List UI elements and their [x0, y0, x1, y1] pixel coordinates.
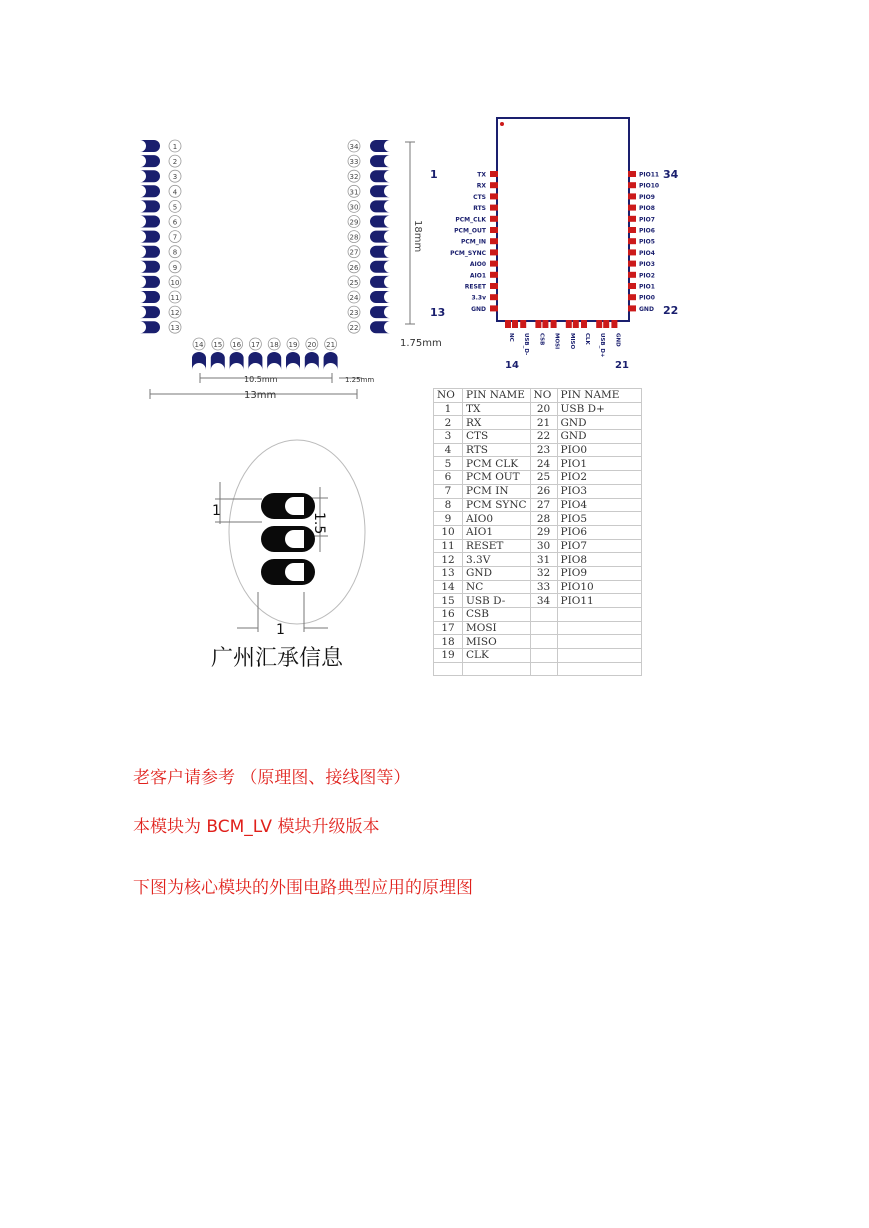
pin-name: PIO5	[557, 512, 641, 526]
table-row	[434, 457, 642, 471]
module-pin	[603, 320, 609, 328]
module-pin-label: PIO2	[639, 272, 655, 280]
pin-number: 4	[434, 443, 463, 457]
pin-name: PIO3	[557, 484, 641, 498]
module-pin-label: GND	[614, 333, 621, 347]
pad-shape	[261, 526, 315, 552]
module-pin	[551, 320, 557, 328]
footprint-pad	[370, 216, 390, 228]
pin-name: GND	[557, 416, 641, 430]
pad-shape	[261, 559, 315, 585]
pin-number	[530, 621, 557, 635]
table-row-empty	[434, 662, 642, 676]
pin-name: CSB	[463, 608, 531, 622]
module-pin	[490, 205, 498, 211]
module-pin	[542, 320, 548, 328]
footprint-pad	[370, 200, 390, 212]
module-pin-label: MOSI	[553, 333, 560, 350]
module-pin-label: USB_D+	[599, 333, 606, 358]
module-pin	[490, 227, 498, 233]
table-row	[434, 430, 642, 444]
pin-number: 21	[530, 416, 557, 430]
pin-name: PCM CLK	[463, 457, 531, 471]
pin-number: 29	[530, 525, 557, 539]
pin-name: MOSI	[463, 621, 531, 635]
table-row	[434, 498, 642, 512]
footprint-pad	[140, 246, 160, 258]
pin-number: 10	[170, 278, 180, 287]
table-row	[434, 621, 642, 635]
pin-number: 27	[530, 498, 557, 512]
pin-number: 15	[213, 341, 223, 349]
footprint-pad	[370, 291, 390, 303]
module-pin	[581, 320, 587, 328]
module-pin-label: CTS	[473, 193, 486, 201]
company-caption: 广州汇承信息	[211, 646, 344, 671]
pin-number	[530, 635, 557, 649]
table-row	[434, 649, 642, 663]
pin-number: 13	[434, 566, 463, 580]
pin-number: 23	[349, 309, 359, 318]
pin-number: 2	[172, 158, 178, 167]
empty-cell	[557, 662, 641, 676]
pin-number: 4	[172, 188, 178, 197]
pin-number: 23	[530, 443, 557, 457]
pin-number: 20	[307, 341, 317, 349]
pin-number: 17	[434, 621, 463, 635]
module-pin-label: PIO0	[639, 294, 655, 302]
pin-number: 15	[434, 594, 463, 608]
module-pin-label: PIO6	[639, 227, 655, 235]
module-label-pin22: 22	[663, 304, 679, 317]
footprint-pad	[140, 291, 160, 303]
pin-number: 8	[434, 498, 463, 512]
footprint-pad	[370, 321, 390, 333]
pin-name: CTS	[463, 430, 531, 444]
module-pin-label: GND	[471, 305, 486, 313]
footprint-pad	[140, 231, 160, 243]
pin-number: 10	[434, 525, 463, 539]
module-label-pin34: 34	[663, 168, 679, 181]
pin-number: 28	[530, 512, 557, 526]
module-pin	[490, 294, 498, 300]
module-pin	[628, 272, 636, 278]
pin-number: 25	[530, 471, 557, 485]
module-pin	[628, 205, 636, 211]
pin-table	[433, 388, 642, 676]
footprint-pad	[370, 246, 390, 258]
pin-number: 14	[194, 341, 204, 349]
module-pin-label: AIO1	[469, 272, 486, 280]
pin-name: TX	[463, 402, 531, 416]
module-pin-label: AIO0	[469, 261, 486, 269]
dim-pitch-label: 1.75mm	[400, 338, 442, 349]
pin-name: PIO0	[557, 443, 641, 457]
footprint-pad	[140, 216, 160, 228]
note-old-customers: 老客户请参考 （原理图、接线图等）	[133, 768, 411, 788]
note-schematic-intro: 下图为核心模块的外围电路典型应用的原理图	[133, 878, 473, 898]
module-pin-label: PIO9	[639, 193, 655, 201]
pin-number: 30	[349, 203, 359, 212]
module-pin	[628, 261, 636, 267]
pin-number: 24	[349, 294, 359, 302]
footprint-pad	[140, 261, 160, 273]
pin-name: PIO2	[557, 471, 641, 485]
pin-table-body	[434, 402, 642, 676]
pin-number: 6	[434, 471, 463, 485]
module-pin-label: PCM_IN	[460, 238, 486, 246]
module-pin-label: PIO7	[639, 216, 655, 224]
module-pin-label: PCM_SYNC	[450, 249, 486, 257]
pin-number	[530, 608, 557, 622]
pin-number: 8	[172, 248, 178, 257]
pin-name	[557, 608, 641, 622]
pin-number: 33	[349, 158, 359, 167]
module-pin	[628, 283, 636, 289]
table-row	[434, 608, 642, 622]
footprint-pad	[140, 306, 160, 318]
pin-number: 22	[530, 430, 557, 444]
table-row	[434, 580, 642, 594]
pin1-marker	[500, 122, 504, 126]
note-upgrade-suffix: 模块升级版本	[272, 817, 380, 837]
pin-number: 21	[326, 341, 336, 349]
module-pin-label: RX	[476, 182, 486, 190]
pin-number: 12	[434, 553, 463, 567]
dim-width-label: 13mm	[244, 390, 277, 401]
footprint-pad	[370, 306, 390, 318]
pin-number: 3	[172, 173, 178, 182]
pin-number: 26	[349, 263, 359, 272]
pin-name: RX	[463, 416, 531, 430]
module-pin	[490, 283, 498, 289]
pin-name: PIO4	[557, 498, 641, 512]
footprint-pad	[192, 352, 206, 370]
pin-number: 12	[170, 309, 180, 318]
module-pin-label: PIO4	[639, 249, 655, 257]
pin-number: 9	[172, 263, 178, 272]
pad-shape	[261, 493, 315, 519]
footprint-pad	[140, 276, 160, 288]
module-pin	[573, 320, 579, 328]
pin-number: 25	[349, 278, 359, 287]
pin-name: PCM IN	[463, 484, 531, 498]
note-upgrade-model: BCM_LV	[206, 817, 273, 837]
module-pin-label: 3.3v	[471, 294, 486, 302]
pin-number: 20	[530, 402, 557, 416]
pin-number: 29	[349, 218, 359, 227]
module-label-pin14: 14	[505, 360, 519, 371]
table-row	[434, 443, 642, 457]
pin-number: 18	[434, 635, 463, 649]
module-pin	[628, 193, 636, 199]
pin-number: 5	[172, 203, 178, 212]
footprint-pad	[140, 185, 160, 197]
pin-name: USB D+	[557, 402, 641, 416]
footprint-pad	[370, 276, 390, 288]
pad-dim-pitch-label: 1.5	[311, 512, 327, 535]
module-pin-label: RTS	[473, 205, 486, 213]
module-label-pin1: 1	[430, 168, 438, 181]
footprint-pad	[230, 352, 244, 370]
empty-cell	[463, 662, 531, 676]
footprint-pad	[286, 352, 300, 370]
pin-number: 16	[232, 341, 242, 349]
pin-name: PIO10	[557, 580, 641, 594]
pin-number: 11	[434, 539, 463, 553]
pin-name: PIO1	[557, 457, 641, 471]
pin-name: GND	[557, 430, 641, 444]
pin-number: 6	[172, 218, 178, 227]
module-pin-label: CLK	[584, 333, 590, 345]
module-pin-label: PIO10	[639, 182, 660, 190]
pin-number: 11	[170, 294, 180, 302]
pin-number: 9	[434, 512, 463, 526]
pin-number: 24	[530, 457, 557, 471]
module-pin	[628, 294, 636, 300]
module-pin	[490, 193, 498, 199]
footprint-pad	[140, 140, 160, 152]
pin-name: NC	[463, 580, 531, 594]
pin-number: 16	[434, 608, 463, 622]
table-row	[434, 416, 642, 430]
table-row	[434, 512, 642, 526]
module-pin	[596, 320, 602, 328]
module-pin-label: RESET	[464, 283, 486, 291]
module-pin-label: NC	[508, 333, 514, 342]
pin-number: 33	[530, 580, 557, 594]
dim-height-label: 18mm	[412, 220, 423, 253]
module-pin	[611, 320, 617, 328]
module-pin	[490, 182, 498, 188]
module-pin	[490, 238, 498, 244]
pad-dim-horizontal-label: 1	[276, 622, 285, 638]
module-pin	[490, 171, 498, 177]
pin-number: 28	[349, 233, 359, 242]
module-pin-label: PIO8	[639, 205, 655, 213]
pin-name: AIO1	[463, 525, 531, 539]
pin-number: 27	[349, 248, 359, 257]
pin-number: 5	[434, 457, 463, 471]
empty-cell	[434, 662, 463, 676]
table-row	[434, 484, 642, 498]
footprint-pad	[211, 352, 225, 370]
pin-number: 18	[269, 341, 279, 349]
pin-number: 17	[250, 341, 260, 349]
table-row	[434, 539, 642, 553]
footprint-pad	[140, 155, 160, 167]
pin-name: AIO0	[463, 512, 531, 526]
module-pin	[490, 216, 498, 222]
pin-number: 31	[349, 188, 359, 197]
footprint-pad	[370, 170, 390, 182]
pin-number: 7	[434, 484, 463, 498]
module-pin-label: GND	[639, 305, 654, 313]
module-pin	[566, 320, 572, 328]
pad-detail-pads	[261, 493, 315, 585]
pin-number: 32	[349, 173, 359, 182]
module-pin	[505, 320, 511, 328]
pin-name: PIO8	[557, 553, 641, 567]
pin-number: 7	[172, 233, 178, 242]
pin-number	[530, 649, 557, 663]
module-pin-label: PIO3	[639, 261, 655, 269]
dim-bottom-inner-label: 10.5mm	[244, 375, 278, 384]
pin-name: PIO9	[557, 566, 641, 580]
table-row	[434, 471, 642, 485]
pin-number: 13	[170, 324, 180, 333]
pin-number: 19	[434, 649, 463, 663]
module-pin	[628, 249, 636, 255]
pin-name: PIO7	[557, 539, 641, 553]
dim-bottom-edge-label: 1.25mm	[345, 376, 375, 384]
footprint-pad	[370, 155, 390, 167]
pad-dim-vertical-label: 1	[212, 503, 221, 519]
pin-name	[557, 635, 641, 649]
module-pin	[628, 216, 636, 222]
module-pin	[535, 320, 541, 328]
module-pin	[490, 249, 498, 255]
module-pin	[520, 320, 526, 328]
pin-number: 30	[530, 539, 557, 553]
module-pin-label: PIO11	[639, 171, 660, 179]
footprint-pad	[140, 170, 160, 182]
pin-number: 22	[349, 324, 359, 333]
pin-name: PCM OUT	[463, 471, 531, 485]
footprint-pad	[267, 352, 281, 370]
pin-number: 1	[172, 143, 178, 151]
module-pin-label: USB_D-	[523, 333, 530, 356]
module-pin	[628, 227, 636, 233]
header-pin-name: PIN NAME	[557, 389, 641, 403]
note-upgrade-prefix: 本模块为	[133, 817, 207, 837]
table-row	[434, 402, 642, 416]
module-pin-label: PCM_CLK	[455, 216, 486, 224]
pin-number: 31	[530, 553, 557, 567]
module-pin-label: PIO1	[639, 283, 655, 291]
module-pin-label: CSB	[538, 333, 545, 346]
pin-name: PIO11	[557, 594, 641, 608]
pin-number: 34	[349, 143, 359, 151]
footprint-pad	[324, 352, 338, 370]
footprint-pad	[140, 200, 160, 212]
footprint-pad	[140, 321, 160, 333]
footprint-pad	[305, 352, 319, 370]
table-row	[434, 594, 642, 608]
pin-number: 34	[530, 594, 557, 608]
pin-table-header	[434, 389, 642, 403]
module-pin-label: PCM_OUT	[454, 227, 486, 235]
header-pin-name: PIN NAME	[463, 389, 531, 403]
pin-name: MISO	[463, 635, 531, 649]
pin-name: USB D-	[463, 594, 531, 608]
module-label-pin21: 21	[615, 360, 629, 371]
pin-name: PCM SYNC	[463, 498, 531, 512]
footprint-pad	[370, 140, 390, 152]
pin-name	[557, 649, 641, 663]
module-pin	[628, 238, 636, 244]
pin-number: 14	[434, 580, 463, 594]
module-pin	[512, 320, 518, 328]
footprint-pad	[370, 185, 390, 197]
module-pin	[490, 272, 498, 278]
header-no: NO	[434, 389, 463, 403]
pin-name: 3.3V	[463, 553, 531, 567]
table-row	[434, 635, 642, 649]
note-upgrade	[133, 812, 379, 837]
pin-number: 1	[434, 402, 463, 416]
module-pin-label: PIO5	[639, 238, 655, 246]
pin-number: 19	[288, 341, 298, 349]
footprint-pad	[370, 261, 390, 273]
pin-name: GND	[463, 566, 531, 580]
module-pin	[490, 261, 498, 267]
pin-name: CLK	[463, 649, 531, 663]
module-pin	[628, 182, 636, 188]
footprint-pad	[370, 231, 390, 243]
table-row	[434, 525, 642, 539]
pad-detail-ellipse	[229, 440, 365, 624]
pin-number: 3	[434, 430, 463, 444]
pin-name: RESET	[463, 539, 531, 553]
module-label-pin13: 13	[430, 306, 446, 319]
module-pin	[490, 305, 498, 311]
module-outline	[497, 118, 629, 321]
module-pin	[628, 171, 636, 177]
footprint-pad	[248, 352, 262, 370]
module-pin-label: TX	[477, 171, 486, 179]
generated-pins	[140, 140, 659, 370]
pin-number: 32	[530, 566, 557, 580]
pin-number: 26	[530, 484, 557, 498]
pin-number: 2	[434, 416, 463, 430]
table-row	[434, 553, 642, 567]
empty-cell	[530, 662, 557, 676]
header-no: NO	[530, 389, 557, 403]
pin-name: RTS	[463, 443, 531, 457]
module-pin-label: MISO	[568, 333, 575, 350]
module-pin	[628, 305, 636, 311]
pin-name: PIO6	[557, 525, 641, 539]
pin-name	[557, 621, 641, 635]
table-row	[434, 566, 642, 580]
